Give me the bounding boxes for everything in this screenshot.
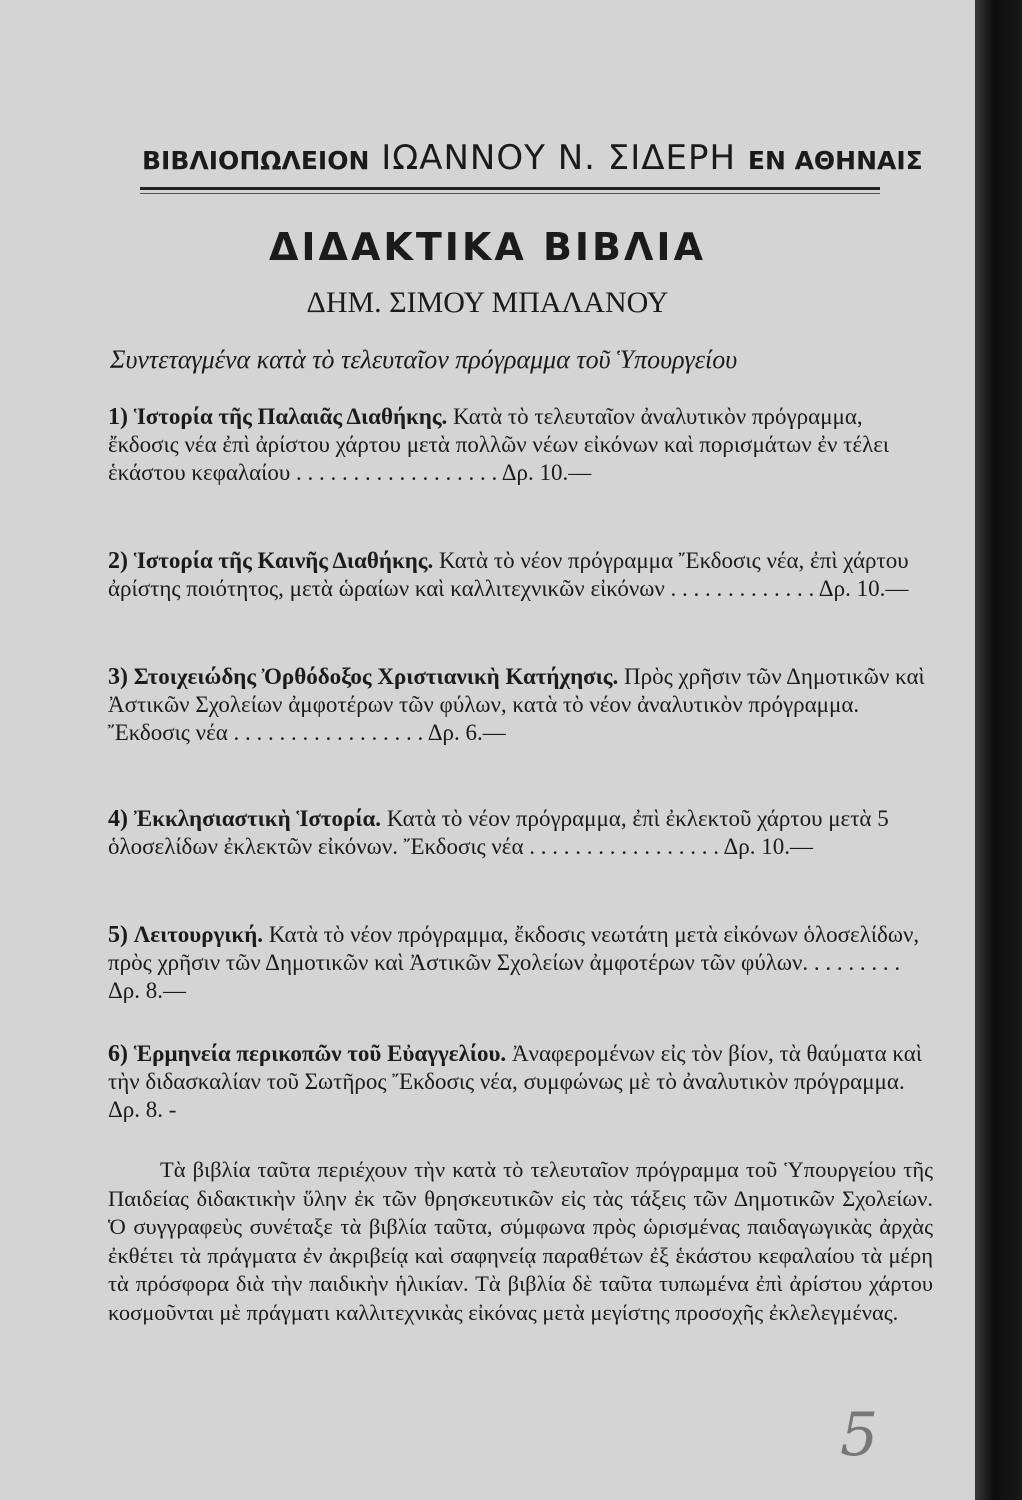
book-description: Κατὰ τὸ νέον πρόγραμμα, ἐπὶ ἐκλεκτοῦ χάρτου μετὰ 5 ὁλοσελίδων ἐκλεκτῶν εἰκόνων. Ἔκδοσις νέα . . . . . . . . . . . . . . . . . bbox=[108, 806, 889, 859]
book-description: Ἀναφερομένων εἰς τὸν βίον, τὰ θαύματα καὶ τὴν διδασκαλίαν τοῦ Σωτῆρος Ἔκδοσις νέα, συμφώνως μὲ τὸ ἀναλυτικὸν πρόγραμμα. bbox=[108, 1041, 923, 1094]
page-title: ΔΙΔΑΚΤΙΚΑ ΒΙΒΛΙΑ bbox=[269, 225, 706, 269]
book-price: Δρ. 10.— bbox=[723, 834, 814, 859]
book-number: 3) bbox=[108, 664, 128, 690]
book-description: Κατὰ τὸ νέον πρόγραμμα Ἔκδοσις νέα, ἐπὶ χάρτου ἀρίστης ποιότητος, μετὰ ὡραίων καὶ καλλιτεχνικῶν εἰκόνων . . . . . . . . . . . . . bbox=[108, 548, 909, 601]
book-title: Στοιχειώδης Ὀρθόδοξος Χριστιανικὴ Κατήχησις. bbox=[133, 664, 619, 689]
book-entry bbox=[108, 1040, 933, 1124]
book-price: Δρ. 6.— bbox=[427, 720, 506, 745]
author-name: ΔΗΜ. ΣΙΜΟΥ ΜΠΑΛΑΝΟΥ bbox=[306, 286, 669, 319]
book-entry bbox=[108, 805, 933, 861]
book-title: Ἱστορία τῆς Παλαιᾶς Διαθήκης. bbox=[133, 404, 448, 429]
book-price: Δρ. 8.— bbox=[108, 978, 187, 1003]
book-entry bbox=[108, 403, 933, 487]
book-number: 5) bbox=[108, 922, 128, 948]
book-description: Κατὰ τὸ νέον πρόγραμμα, ἔκδοσις νεωτάτη μετὰ εἰκόνων ὁλοσελίδων, πρὸς χρῆσιν τῶν Δημοτικῶν καὶ Ἀστικῶν Σχολείων ἀμφοτέρων τῶν φύλων. . . . . . . . . bbox=[108, 922, 920, 975]
book-title: Ἱστορία τῆς Καινῆς Διαθήκης. bbox=[133, 548, 434, 573]
book-number: 2) bbox=[108, 548, 128, 574]
book-entry bbox=[108, 547, 933, 603]
book-entry bbox=[108, 663, 933, 747]
book-price: Δρ. 8. - bbox=[108, 1097, 177, 1122]
book-price: Δρ. 10.— bbox=[818, 576, 909, 601]
subtitle: Συντεταγμένα κατὰ τὸ τελευταῖον πρόγραμμα τοῦ Ὑπουργείου bbox=[110, 345, 738, 374]
book-title: Ἐκκλησιαστικὴ Ἱστορία. bbox=[133, 806, 382, 831]
book-spine-edge bbox=[975, 0, 1022, 1500]
book-number: 4) bbox=[108, 806, 128, 832]
bookstore-label: ΒΙΒΛΙΟΠΩΛΕΙΟΝ bbox=[142, 146, 370, 175]
publisher-header bbox=[142, 138, 923, 178]
publisher-location: ΕΝ ΑΘΗΝΑΙΣ bbox=[747, 146, 923, 175]
header-rule-thin bbox=[140, 193, 880, 194]
book-description: Κατὰ τὸ τελευταῖον ἀναλυτικὸν πρόγραμμα, ἔκδοσις νέα ἐπὶ ἀρίστου χάρτου μετὰ πολλῶν νέων εἰκόνων καὶ πορισμάτων ἐν τέλει ἑκάστου κεφαλαίου . . . . . . . . . . . . . . . . . . bbox=[108, 404, 890, 485]
book-title: Ἑρμηνεία περικοπῶν τοῦ Εὐαγγελίου. bbox=[133, 1041, 507, 1066]
header-rule bbox=[140, 187, 880, 190]
book-title: Λειτουργική. bbox=[133, 922, 264, 947]
book-description: Πρὸς χρῆσιν τῶν Δημοτικῶν καὶ Ἀστικῶν Σχολείων ἀμφοτέρων τῶν φύλων, κατὰ τὸ νέον ἀναλυτικὸν πρόγραμμα. Ἔκδοσις νέα . . . . . . . . . . . . . . . . . bbox=[108, 664, 925, 745]
book-number: 6) bbox=[108, 1041, 128, 1067]
pencil-page-mark: 5 bbox=[840, 1400, 879, 1470]
description-paragraph: Τὰ βιβλία ταῦτα περιέχουν τὴν κατὰ τὸ τελευταῖον πρόγραμμα τοῦ Ὑπουργείου τῆς Παιδείας διδακτικὴν ὕλην ἐκ τῶν θρησκευτικῶν εἰς τὰς τάξεις τῶν Δημοτικῶν Σχολείων. Ὁ συγγραφεὺς συνέταξε τὰ βιβλία ταῦτα, σύμφωνα πρὸς ὡρισμένας παιδαγωγικὰς ἀρχὰς ἐκθέτει τὰ πράγματα ἐν ἀκριβείᾳ καὶ σαφηνείᾳ παραθέτων ἐξ ἑκάστου κεφαλαίου τὰ μέρη τὰ πρόσφορα διὰ τὴν παιδικὴν ἡλικίαν. Τὰ βιβλία δὲ ταῦτα τυπωμένα ἐπὶ ἀρίστου χάρτου κοσμοῦνται μὲ πράγματι καλλιτεχνικὰς εἰκόνας μετὰ μεγίστης προσοχῆς ἐκλελεγμένας. bbox=[108, 1157, 933, 1325]
book-price: Δρ. 10.— bbox=[501, 460, 592, 485]
book-number: 1) bbox=[108, 404, 128, 430]
book-entry bbox=[108, 921, 933, 1005]
publisher-name: ΙΩΑΝΝΟΥ Ν. ΣΙΔΕΡΗ bbox=[381, 138, 737, 178]
